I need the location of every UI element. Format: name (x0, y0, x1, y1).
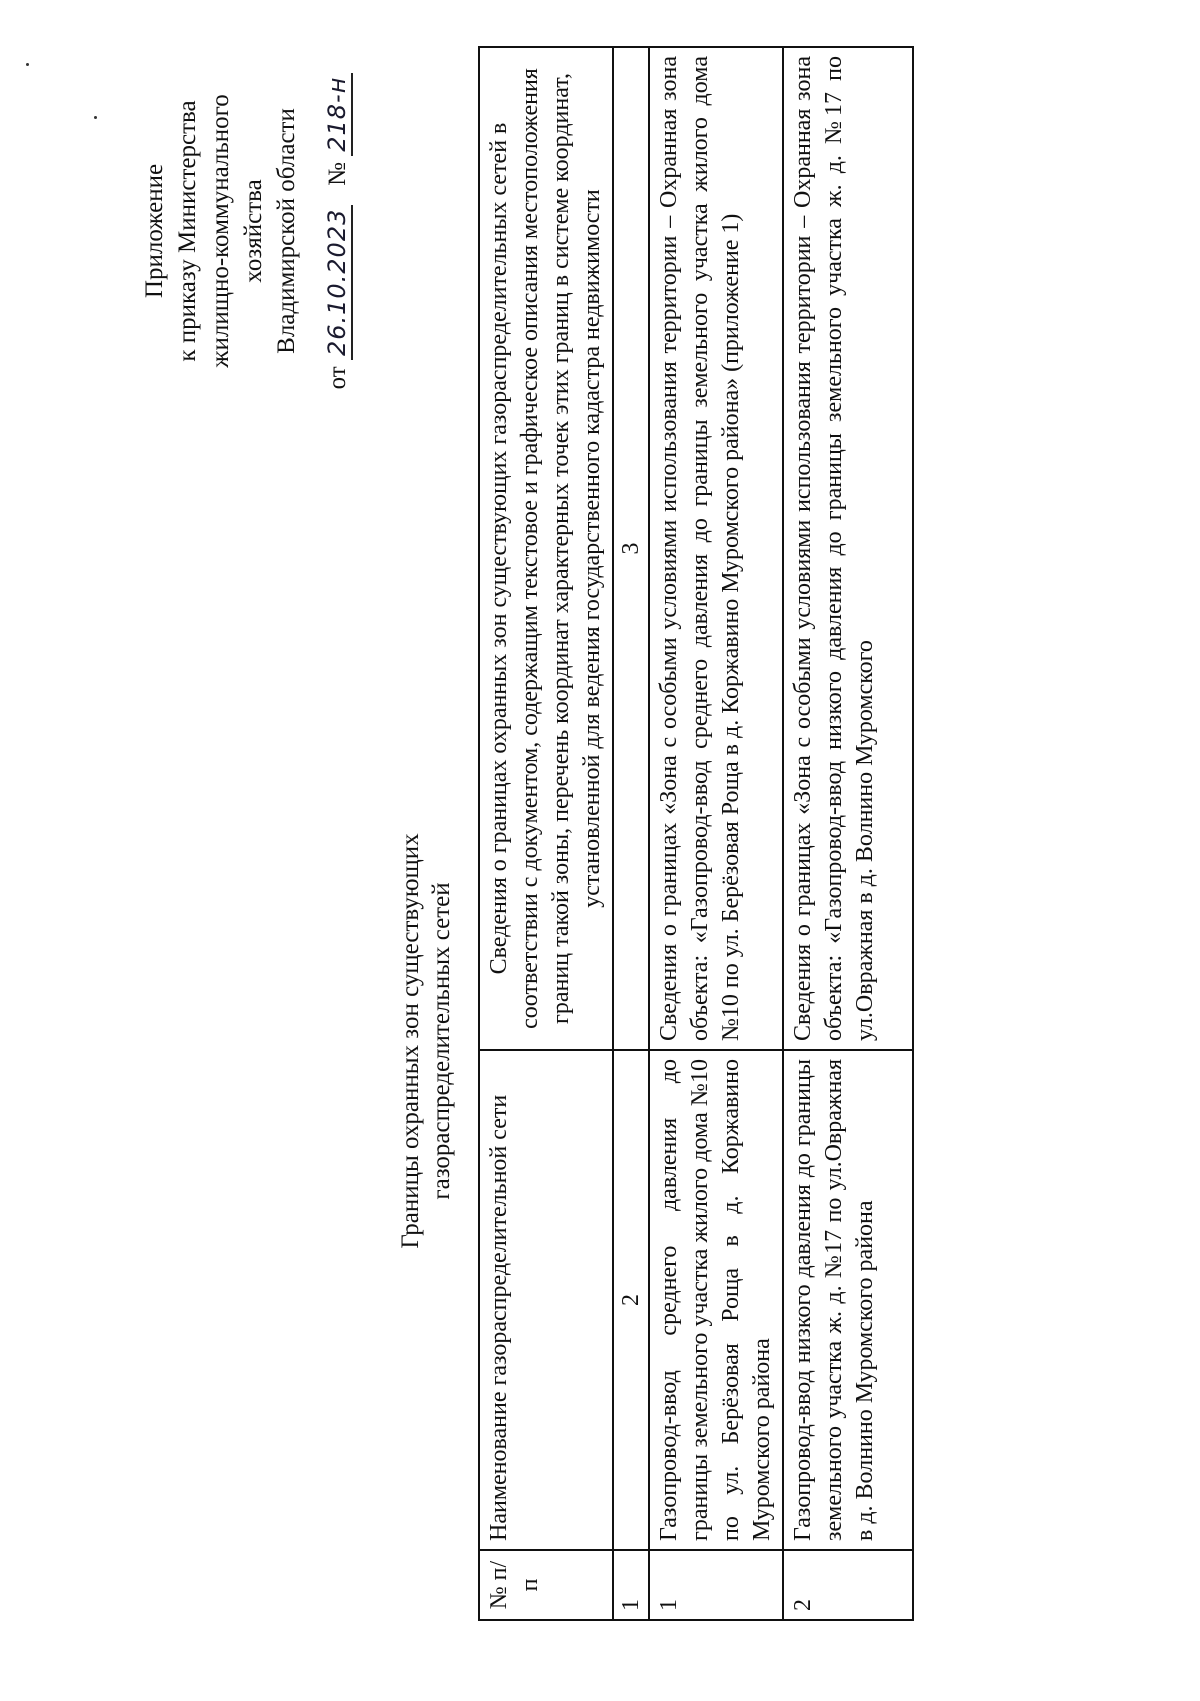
scan-speck (94, 116, 97, 119)
header-info: Сведения о границах охранных зон существующих газораспределительных сетей в соответствии с документом, содержащим текстовое и графическое описания местоположения границ такой зоны, перечень координат характерных точек этих границ в системе координат, установленной для ведения государственного кадастра недвижимости (479, 47, 613, 1050)
row-num: 1 (649, 1550, 783, 1620)
appendix-line: жилищно-коммунального хозяйства (207, 94, 267, 368)
table-header-row (479, 47, 613, 1620)
column-number: 2 (613, 1050, 649, 1550)
appendix-line: Владимирской области (273, 108, 300, 354)
table-row (783, 47, 913, 1620)
appendix-header (138, 41, 354, 421)
order-date-handwritten: 26.10.2023 (323, 205, 353, 360)
appendix-line: Приложение (141, 163, 168, 299)
column-number: 1 (613, 1550, 649, 1620)
date-prefix: от (324, 366, 351, 390)
order-number-handwritten: 218-н (323, 73, 353, 156)
title-line-1: Границы охранных зон существующих (397, 833, 424, 1249)
column-number: 3 (613, 47, 649, 1050)
zones-table (478, 46, 914, 1621)
table-row (649, 47, 783, 1620)
scan-speck (26, 63, 29, 66)
row-info (783, 47, 913, 1050)
title-line-2: газораспределительных сетей (428, 882, 455, 1200)
header-name: Наименование газораспределительной сети (479, 1050, 613, 1550)
row-info-text: Сведения о границах «Зона с особыми условиями использования территории – Охранная зона объекта: «Газопровод-ввод низкого давления до границы земельного участка ж. д. №17 по ул.Овражная в д. Волнино Муромского (790, 56, 878, 1041)
document-title (395, 761, 457, 1321)
column-number-row (613, 47, 649, 1620)
row-num: 2 (783, 1550, 913, 1620)
row-name: Газопровод-ввод низкого давления до границы земельного участка ж. д. №17 по ул.Овражная в д. Волнино Муромского района (783, 1050, 913, 1550)
header-num: № п/п (479, 1550, 613, 1620)
number-prefix: № (324, 162, 351, 186)
row-info: Сведения о границах «Зона с особыми условиями использования территории – Охранная зона объекта: «Газопровод-ввод среднего давления до границы земельного участка жилого дома №10 по ул. Берёзовая Роща в д. Коржавино Муромского района» (приложение 1) (649, 47, 783, 1050)
row-name: Газопровод-ввод среднего давления до границы земельного участка жилого дома №10 по ул. Берёзовая Роща в д. Коржавино Муромского района (649, 1050, 783, 1550)
appendix-line: к приказу Министерства (174, 100, 201, 362)
order-date-line (321, 41, 354, 421)
